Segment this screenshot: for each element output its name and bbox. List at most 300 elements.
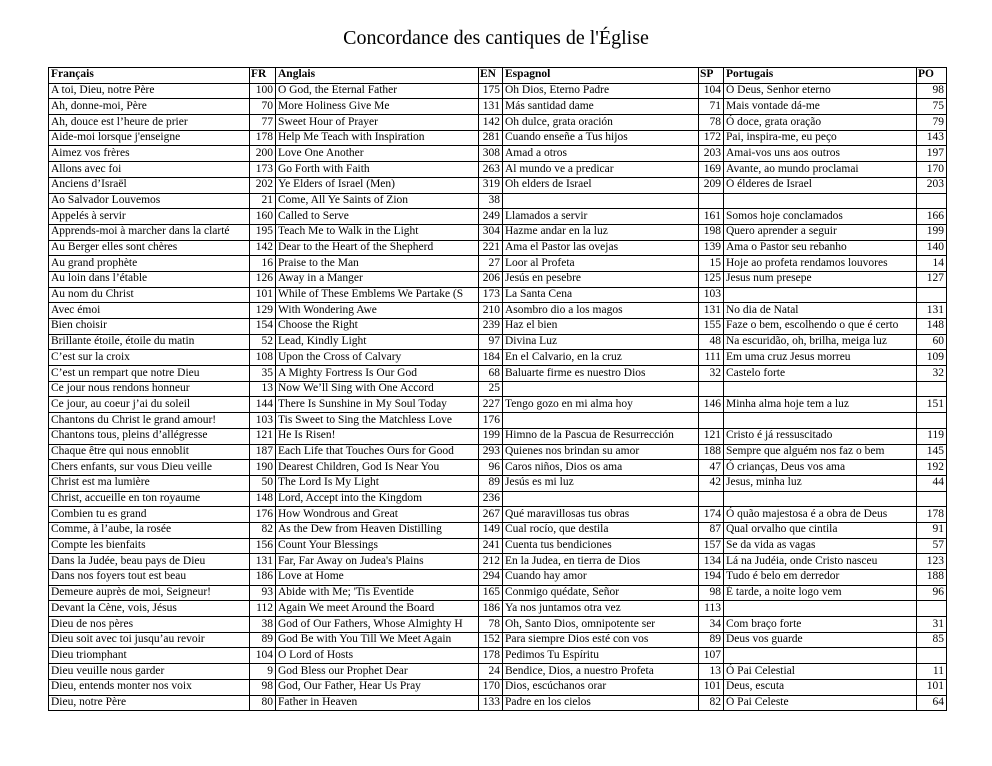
english-title-cell: The Lord Is My Light bbox=[276, 475, 479, 491]
sp-number-cell: 161 bbox=[699, 209, 724, 225]
english-title-cell: Lead, Kindly Light bbox=[276, 334, 479, 350]
english-title-cell: Away in a Manger bbox=[276, 271, 479, 287]
english-title-cell: Abide with Me; 'Tis Eventide bbox=[276, 585, 479, 601]
portuguese-title-cell: Ó doce, grata oração bbox=[724, 115, 917, 131]
portuguese-title-cell: Qual orvalho que cintila bbox=[724, 522, 917, 538]
en-number-cell: 293 bbox=[479, 444, 503, 460]
portuguese-title-cell bbox=[724, 413, 917, 429]
portuguese-title-cell: Deus, escuta bbox=[724, 679, 917, 695]
spanish-title-cell: Bendice, Dios, a nuestro Profeta bbox=[503, 664, 699, 680]
spanish-title-cell: Dios, escúchanos orar bbox=[503, 679, 699, 695]
en-number-cell: 199 bbox=[479, 428, 503, 444]
english-title-cell: Ye Elders of Israel (Men) bbox=[276, 177, 479, 193]
table-row bbox=[49, 507, 947, 523]
spanish-title-cell: En la Judea, en tierra de Dios bbox=[503, 554, 699, 570]
table-row bbox=[49, 130, 947, 146]
french-title-cell: Compte les bienfaits bbox=[49, 538, 250, 554]
table-row bbox=[49, 115, 947, 131]
table-row bbox=[49, 256, 947, 272]
sp-number-cell: 157 bbox=[699, 538, 724, 554]
french-title-cell: Bien choisir bbox=[49, 319, 250, 335]
sp-number-cell: 131 bbox=[699, 303, 724, 319]
spanish-title-cell: Ama el Pastor las ovejas bbox=[503, 240, 699, 256]
en-number-cell: 89 bbox=[479, 475, 503, 491]
fr-number-cell: 142 bbox=[250, 240, 276, 256]
en-number-cell: 206 bbox=[479, 271, 503, 287]
french-title-cell: Dieu triomphant bbox=[49, 648, 250, 664]
sp-number-cell: 107 bbox=[699, 648, 724, 664]
fr-number-cell: 160 bbox=[250, 209, 276, 225]
fr-number-cell: 77 bbox=[250, 115, 276, 131]
portuguese-title-cell: Ó Pai Celestial bbox=[724, 664, 917, 680]
portuguese-title-cell bbox=[724, 648, 917, 664]
sp-number-cell: 15 bbox=[699, 256, 724, 272]
po-number-cell bbox=[917, 413, 947, 429]
portuguese-title-cell bbox=[724, 601, 917, 617]
sp-number-cell: 48 bbox=[699, 334, 724, 350]
french-title-cell: Apprends-moi à marcher dans la clarté bbox=[49, 224, 250, 240]
english-title-cell: Upon the Cross of Calvary bbox=[276, 350, 479, 366]
po-number-cell: 140 bbox=[917, 240, 947, 256]
french-title-cell: Aide-moi lorsque j'enseigne bbox=[49, 130, 250, 146]
table-row bbox=[49, 303, 947, 319]
spanish-title-cell: Baluarte firme es nuestro Dios bbox=[503, 366, 699, 382]
fr-number-cell: 131 bbox=[250, 554, 276, 570]
sp-number-cell: 113 bbox=[699, 601, 724, 617]
spanish-title-cell bbox=[503, 491, 699, 507]
en-number-cell: 239 bbox=[479, 319, 503, 335]
en-number-cell: 165 bbox=[479, 585, 503, 601]
portuguese-title-cell: Castelo forte bbox=[724, 366, 917, 382]
en-number-cell: 304 bbox=[479, 224, 503, 240]
spanish-title-cell: Más santidad dame bbox=[503, 99, 699, 115]
table-row bbox=[49, 522, 947, 538]
portuguese-title-cell: Lá na Judéia, onde Cristo nasceu bbox=[724, 554, 917, 570]
po-number-cell: 44 bbox=[917, 475, 947, 491]
portuguese-title-cell: Mais vontade dá-me bbox=[724, 99, 917, 115]
english-title-cell: Lord, Accept into the Kingdom bbox=[276, 491, 479, 507]
sp-number-cell: 34 bbox=[699, 617, 724, 633]
sp-number-cell: 78 bbox=[699, 115, 724, 131]
portuguese-title-cell: Ó Deus, Senhor eterno bbox=[724, 83, 917, 99]
sp-number-cell: 169 bbox=[699, 162, 724, 178]
table-row bbox=[49, 162, 947, 178]
french-title-cell: Dieu soit avec toi jusqu’au revoir bbox=[49, 632, 250, 648]
sp-number-cell: 89 bbox=[699, 632, 724, 648]
portuguese-title-cell: Ó crianças, Deus vos ama bbox=[724, 460, 917, 476]
portuguese-title-cell: Amai-vos uns aos outros bbox=[724, 146, 917, 162]
english-title-cell: God Bless our Prophet Dear bbox=[276, 664, 479, 680]
french-title-cell: Anciens d’Israël bbox=[49, 177, 250, 193]
english-title-cell: Love One Another bbox=[276, 146, 479, 162]
table-row bbox=[49, 632, 947, 648]
fr-number-cell: 187 bbox=[250, 444, 276, 460]
en-number-cell: 96 bbox=[479, 460, 503, 476]
table-row bbox=[49, 444, 947, 460]
spanish-title-cell: Padre en los cielos bbox=[503, 695, 699, 711]
english-title-cell: O God, the Eternal Father bbox=[276, 83, 479, 99]
sp-number-cell: 13 bbox=[699, 664, 724, 680]
french-title-cell: Ah, donne-moi, Père bbox=[49, 99, 250, 115]
portuguese-title-cell bbox=[724, 491, 917, 507]
fr-number-cell: 50 bbox=[250, 475, 276, 491]
fr-number-cell: 121 bbox=[250, 428, 276, 444]
po-number-cell bbox=[917, 381, 947, 397]
en-number-cell: 184 bbox=[479, 350, 503, 366]
fr-number-cell: 70 bbox=[250, 99, 276, 115]
en-number-cell: 78 bbox=[479, 617, 503, 633]
fr-number-cell: 156 bbox=[250, 538, 276, 554]
fr-number-cell: 186 bbox=[250, 570, 276, 586]
fr-number-cell: 195 bbox=[250, 224, 276, 240]
french-title-cell: Dieu, notre Père bbox=[49, 695, 250, 711]
po-number-cell: 131 bbox=[917, 303, 947, 319]
sp-number-cell: 47 bbox=[699, 460, 724, 476]
po-number-cell: 75 bbox=[917, 99, 947, 115]
en-number-cell: 212 bbox=[479, 554, 503, 570]
english-title-cell: Come, All Ye Saints of Zion bbox=[276, 193, 479, 209]
sp-number-cell: 125 bbox=[699, 271, 724, 287]
sp-number-cell: 82 bbox=[699, 695, 724, 711]
french-title-cell: Ah, douce est l’heure de prier bbox=[49, 115, 250, 131]
spanish-title-cell: Himno de la Pascua de Resurrección bbox=[503, 428, 699, 444]
table-row bbox=[49, 538, 947, 554]
po-number-cell: 143 bbox=[917, 130, 947, 146]
portuguese-title-cell: Com braço forte bbox=[724, 617, 917, 633]
portuguese-title-cell bbox=[724, 193, 917, 209]
po-number-cell bbox=[917, 648, 947, 664]
portuguese-title-cell: Quero aprender a seguir bbox=[724, 224, 917, 240]
po-number-cell bbox=[917, 193, 947, 209]
en-number-cell: 38 bbox=[479, 193, 503, 209]
english-title-cell: Dear to the Heart of the Shepherd bbox=[276, 240, 479, 256]
french-title-cell: Au nom du Christ bbox=[49, 287, 250, 303]
english-title-cell: Called to Serve bbox=[276, 209, 479, 225]
spanish-title-cell: Al mundo ve a predicar bbox=[503, 162, 699, 178]
spanish-title-cell bbox=[503, 193, 699, 209]
en-number-cell: 236 bbox=[479, 491, 503, 507]
table-row bbox=[49, 366, 947, 382]
portuguese-title-cell: Somos hoje conclamados bbox=[724, 209, 917, 225]
table-row bbox=[49, 475, 947, 491]
english-title-cell: God, Our Father, Hear Us Pray bbox=[276, 679, 479, 695]
table-row bbox=[49, 240, 947, 256]
column-header-sp: SP bbox=[699, 68, 724, 84]
french-title-cell: Comme, à l’aube, la rosée bbox=[49, 522, 250, 538]
english-title-cell: Each Life that Touches Ours for Good bbox=[276, 444, 479, 460]
spanish-title-cell: La Santa Cena bbox=[503, 287, 699, 303]
po-number-cell: 127 bbox=[917, 271, 947, 287]
spanish-title-cell: Loor al Profeta bbox=[503, 256, 699, 272]
table-row bbox=[49, 287, 947, 303]
french-title-cell: Christ est ma lumière bbox=[49, 475, 250, 491]
sp-number-cell bbox=[699, 491, 724, 507]
portuguese-title-cell: É tarde, a noite logo vem bbox=[724, 585, 917, 601]
spanish-title-cell: Quienes nos brindan su amor bbox=[503, 444, 699, 460]
portuguese-title-cell bbox=[724, 287, 917, 303]
table-row bbox=[49, 319, 947, 335]
portuguese-title-cell: Ó quão majestosa é a obra de Deus bbox=[724, 507, 917, 523]
fr-number-cell: 35 bbox=[250, 366, 276, 382]
table-row bbox=[49, 350, 947, 366]
english-title-cell: He Is Risen! bbox=[276, 428, 479, 444]
spanish-title-cell: Oh elders de Israel bbox=[503, 177, 699, 193]
po-number-cell: 192 bbox=[917, 460, 947, 476]
en-number-cell: 175 bbox=[479, 83, 503, 99]
en-number-cell: 24 bbox=[479, 664, 503, 680]
fr-number-cell: 176 bbox=[250, 507, 276, 523]
english-title-cell: O Lord of Hosts bbox=[276, 648, 479, 664]
portuguese-title-cell: Na escuridão, oh, brilha, meiga luz bbox=[724, 334, 917, 350]
french-title-cell: Chantons tous, pleins d’allégresse bbox=[49, 428, 250, 444]
sp-number-cell bbox=[699, 193, 724, 209]
english-title-cell: With Wondering Awe bbox=[276, 303, 479, 319]
table-row bbox=[49, 413, 947, 429]
english-title-cell: Father in Heaven bbox=[276, 695, 479, 711]
sp-number-cell bbox=[699, 381, 724, 397]
table-row bbox=[49, 601, 947, 617]
en-number-cell: 133 bbox=[479, 695, 503, 711]
fr-number-cell: 103 bbox=[250, 413, 276, 429]
english-title-cell: Again We meet Around the Board bbox=[276, 601, 479, 617]
french-title-cell: Aimez vos frères bbox=[49, 146, 250, 162]
portuguese-title-cell: Sempre que alguém nos faz o bem bbox=[724, 444, 917, 460]
en-number-cell: 173 bbox=[479, 287, 503, 303]
french-title-cell: Au Berger elles sont chères bbox=[49, 240, 250, 256]
portuguese-title-cell: No dia de Natal bbox=[724, 303, 917, 319]
fr-number-cell: 80 bbox=[250, 695, 276, 711]
english-title-cell: Count Your Blessings bbox=[276, 538, 479, 554]
table-row bbox=[49, 397, 947, 413]
french-title-cell: Dans la Judée, beau pays de Dieu bbox=[49, 554, 250, 570]
po-number-cell: 166 bbox=[917, 209, 947, 225]
spanish-title-cell: Hazme andar en la luz bbox=[503, 224, 699, 240]
table-row bbox=[49, 334, 947, 350]
po-number-cell: 151 bbox=[917, 397, 947, 413]
sp-number-cell: 188 bbox=[699, 444, 724, 460]
spanish-title-cell bbox=[503, 381, 699, 397]
sp-number-cell: 198 bbox=[699, 224, 724, 240]
fr-number-cell: 98 bbox=[250, 679, 276, 695]
po-number-cell: 60 bbox=[917, 334, 947, 350]
page-title: Concordance des cantiques de l'Église bbox=[343, 27, 649, 49]
english-title-cell: Now We’ll Sing with One Accord bbox=[276, 381, 479, 397]
en-number-cell: 319 bbox=[479, 177, 503, 193]
po-number-cell: 64 bbox=[917, 695, 947, 711]
table-row bbox=[49, 381, 947, 397]
french-title-cell: A toi, Dieu, notre Père bbox=[49, 83, 250, 99]
french-title-cell: C’est sur la croix bbox=[49, 350, 250, 366]
sp-number-cell: 203 bbox=[699, 146, 724, 162]
french-title-cell: Chaque être qui nous ennoblit bbox=[49, 444, 250, 460]
table-row bbox=[49, 570, 947, 586]
en-number-cell: 25 bbox=[479, 381, 503, 397]
header-row bbox=[49, 68, 947, 84]
spanish-title-cell: Cuando hay amor bbox=[503, 570, 699, 586]
en-number-cell: 263 bbox=[479, 162, 503, 178]
sp-number-cell: 174 bbox=[699, 507, 724, 523]
french-title-cell: Ao Salvador Louvemos bbox=[49, 193, 250, 209]
po-number-cell: 31 bbox=[917, 617, 947, 633]
portuguese-title-cell: Ama o Pastor seu rebanho bbox=[724, 240, 917, 256]
po-number-cell: 197 bbox=[917, 146, 947, 162]
spanish-title-cell: Oh Dios, Eterno Padre bbox=[503, 83, 699, 99]
en-number-cell: 27 bbox=[479, 256, 503, 272]
portuguese-title-cell: Jesus, minha luz bbox=[724, 475, 917, 491]
table-body bbox=[49, 83, 947, 711]
en-number-cell: 249 bbox=[479, 209, 503, 225]
french-title-cell: Chers enfants, sur vous Dieu veille bbox=[49, 460, 250, 476]
fr-number-cell: 190 bbox=[250, 460, 276, 476]
french-title-cell: Ce jour, au coeur j’ai du soleil bbox=[49, 397, 250, 413]
sp-number-cell: 42 bbox=[699, 475, 724, 491]
french-title-cell: Devant la Cène, vois, Jésus bbox=[49, 601, 250, 617]
po-number-cell: 11 bbox=[917, 664, 947, 680]
table-row bbox=[49, 83, 947, 99]
table-row bbox=[49, 679, 947, 695]
portuguese-title-cell: Avante, ao mundo proclamai bbox=[724, 162, 917, 178]
fr-number-cell: 9 bbox=[250, 664, 276, 680]
fr-number-cell: 89 bbox=[250, 632, 276, 648]
column-header-en: EN bbox=[479, 68, 503, 84]
english-title-cell: There Is Sunshine in My Soul Today bbox=[276, 397, 479, 413]
spanish-title-cell: Cuando enseñe a Tus hijos bbox=[503, 130, 699, 146]
french-title-cell: Au grand prophète bbox=[49, 256, 250, 272]
spanish-title-cell: Caros niños, Dios os ama bbox=[503, 460, 699, 476]
column-header-spanish: Espagnol bbox=[503, 68, 699, 84]
en-number-cell: 308 bbox=[479, 146, 503, 162]
sp-number-cell: 101 bbox=[699, 679, 724, 695]
sp-number-cell: 194 bbox=[699, 570, 724, 586]
english-title-cell: How Wondrous and Great bbox=[276, 507, 479, 523]
french-title-cell: Au loin dans l’étable bbox=[49, 271, 250, 287]
spanish-title-cell: Ya nos juntamos otra vez bbox=[503, 601, 699, 617]
po-number-cell: 148 bbox=[917, 319, 947, 335]
sp-number-cell: 32 bbox=[699, 366, 724, 382]
fr-number-cell: 100 bbox=[250, 83, 276, 99]
sp-number-cell: 121 bbox=[699, 428, 724, 444]
po-number-cell: 14 bbox=[917, 256, 947, 272]
table-row bbox=[49, 193, 947, 209]
po-number-cell: 57 bbox=[917, 538, 947, 554]
spanish-title-cell: Llamados a servir bbox=[503, 209, 699, 225]
po-number-cell bbox=[917, 601, 947, 617]
english-title-cell: God of Our Fathers, Whose Almighty H bbox=[276, 617, 479, 633]
sp-number-cell: 111 bbox=[699, 350, 724, 366]
fr-number-cell: 52 bbox=[250, 334, 276, 350]
french-title-cell: Combien tu es grand bbox=[49, 507, 250, 523]
fr-number-cell: 129 bbox=[250, 303, 276, 319]
fr-number-cell: 82 bbox=[250, 522, 276, 538]
spanish-title-cell: Qué maravillosas tus obras bbox=[503, 507, 699, 523]
english-title-cell: Far, Far Away on Judea's Plains bbox=[276, 554, 479, 570]
table-row bbox=[49, 428, 947, 444]
fr-number-cell: 154 bbox=[250, 319, 276, 335]
en-number-cell: 227 bbox=[479, 397, 503, 413]
en-number-cell: 178 bbox=[479, 648, 503, 664]
en-number-cell: 131 bbox=[479, 99, 503, 115]
portuguese-title-cell: Tudo é belo em derredor bbox=[724, 570, 917, 586]
french-title-cell: Ce jour nous rendons honneur bbox=[49, 381, 250, 397]
sp-number-cell: 139 bbox=[699, 240, 724, 256]
french-title-cell: Allons avec foi bbox=[49, 162, 250, 178]
english-title-cell: Choose the Right bbox=[276, 319, 479, 335]
english-title-cell: Help Me Teach with Inspiration bbox=[276, 130, 479, 146]
english-title-cell: Sweet Hour of Prayer bbox=[276, 115, 479, 131]
sp-number-cell: 134 bbox=[699, 554, 724, 570]
french-title-cell: Chantons du Christ le grand amour! bbox=[49, 413, 250, 429]
spanish-title-cell: Pedimos Tu Espíritu bbox=[503, 648, 699, 664]
table-row bbox=[49, 460, 947, 476]
spanish-title-cell: Para siempre Dios esté con vos bbox=[503, 632, 699, 648]
fr-number-cell: 144 bbox=[250, 397, 276, 413]
french-title-cell: C’est un rempart que notre Dieu bbox=[49, 366, 250, 382]
english-title-cell: More Holiness Give Me bbox=[276, 99, 479, 115]
table-row bbox=[49, 554, 947, 570]
po-number-cell: 203 bbox=[917, 177, 947, 193]
spanish-title-cell: Cual rocío, que destila bbox=[503, 522, 699, 538]
en-number-cell: 241 bbox=[479, 538, 503, 554]
portuguese-title-cell: Hoje ao profeta rendamos louvores bbox=[724, 256, 917, 272]
spanish-title-cell: Jesús es mi luz bbox=[503, 475, 699, 491]
portuguese-title-cell: Cristo é já ressuscitado bbox=[724, 428, 917, 444]
column-header-french: Français bbox=[49, 68, 250, 84]
table-row bbox=[49, 224, 947, 240]
fr-number-cell: 38 bbox=[250, 617, 276, 633]
po-number-cell: 79 bbox=[917, 115, 947, 131]
table-row bbox=[49, 271, 947, 287]
table-row bbox=[49, 209, 947, 225]
fr-number-cell: 101 bbox=[250, 287, 276, 303]
column-header-english: Anglais bbox=[276, 68, 479, 84]
english-title-cell: Tis Sweet to Sing the Matchless Love bbox=[276, 413, 479, 429]
fr-number-cell: 126 bbox=[250, 271, 276, 287]
fr-number-cell: 108 bbox=[250, 350, 276, 366]
sp-number-cell: 155 bbox=[699, 319, 724, 335]
po-number-cell bbox=[917, 287, 947, 303]
po-number-cell bbox=[917, 491, 947, 507]
portuguese-title-cell: Minha alma hoje tem a luz bbox=[724, 397, 917, 413]
english-title-cell: As the Dew from Heaven Distilling bbox=[276, 522, 479, 538]
spanish-title-cell: En el Calvario, en la cruz bbox=[503, 350, 699, 366]
en-number-cell: 142 bbox=[479, 115, 503, 131]
french-title-cell: Brillante étoile, étoile du matin bbox=[49, 334, 250, 350]
french-title-cell: Dans nos foyers tout est beau bbox=[49, 570, 250, 586]
english-title-cell: God Be with You Till We Meet Again bbox=[276, 632, 479, 648]
table-row bbox=[49, 664, 947, 680]
portuguese-title-cell: Deus vos guarde bbox=[724, 632, 917, 648]
hymn-concordance-table bbox=[48, 67, 947, 711]
po-number-cell: 109 bbox=[917, 350, 947, 366]
fr-number-cell: 93 bbox=[250, 585, 276, 601]
en-number-cell: 281 bbox=[479, 130, 503, 146]
portuguese-title-cell: Ó élderes de Israel bbox=[724, 177, 917, 193]
column-header-fr: FR bbox=[250, 68, 276, 84]
english-title-cell: Praise to the Man bbox=[276, 256, 479, 272]
spanish-title-cell: Conmigo quédate, Señor bbox=[503, 585, 699, 601]
spanish-title-cell: Amad a otros bbox=[503, 146, 699, 162]
fr-number-cell: 200 bbox=[250, 146, 276, 162]
en-number-cell: 170 bbox=[479, 679, 503, 695]
table-row bbox=[49, 491, 947, 507]
po-number-cell: 170 bbox=[917, 162, 947, 178]
en-number-cell: 176 bbox=[479, 413, 503, 429]
portuguese-title-cell: Se da vida as vagas bbox=[724, 538, 917, 554]
spanish-title-cell: Haz el bien bbox=[503, 319, 699, 335]
po-number-cell: 119 bbox=[917, 428, 947, 444]
portuguese-title-cell: Ó Pai Celeste bbox=[724, 695, 917, 711]
spanish-title-cell: Cuenta tus bendiciones bbox=[503, 538, 699, 554]
